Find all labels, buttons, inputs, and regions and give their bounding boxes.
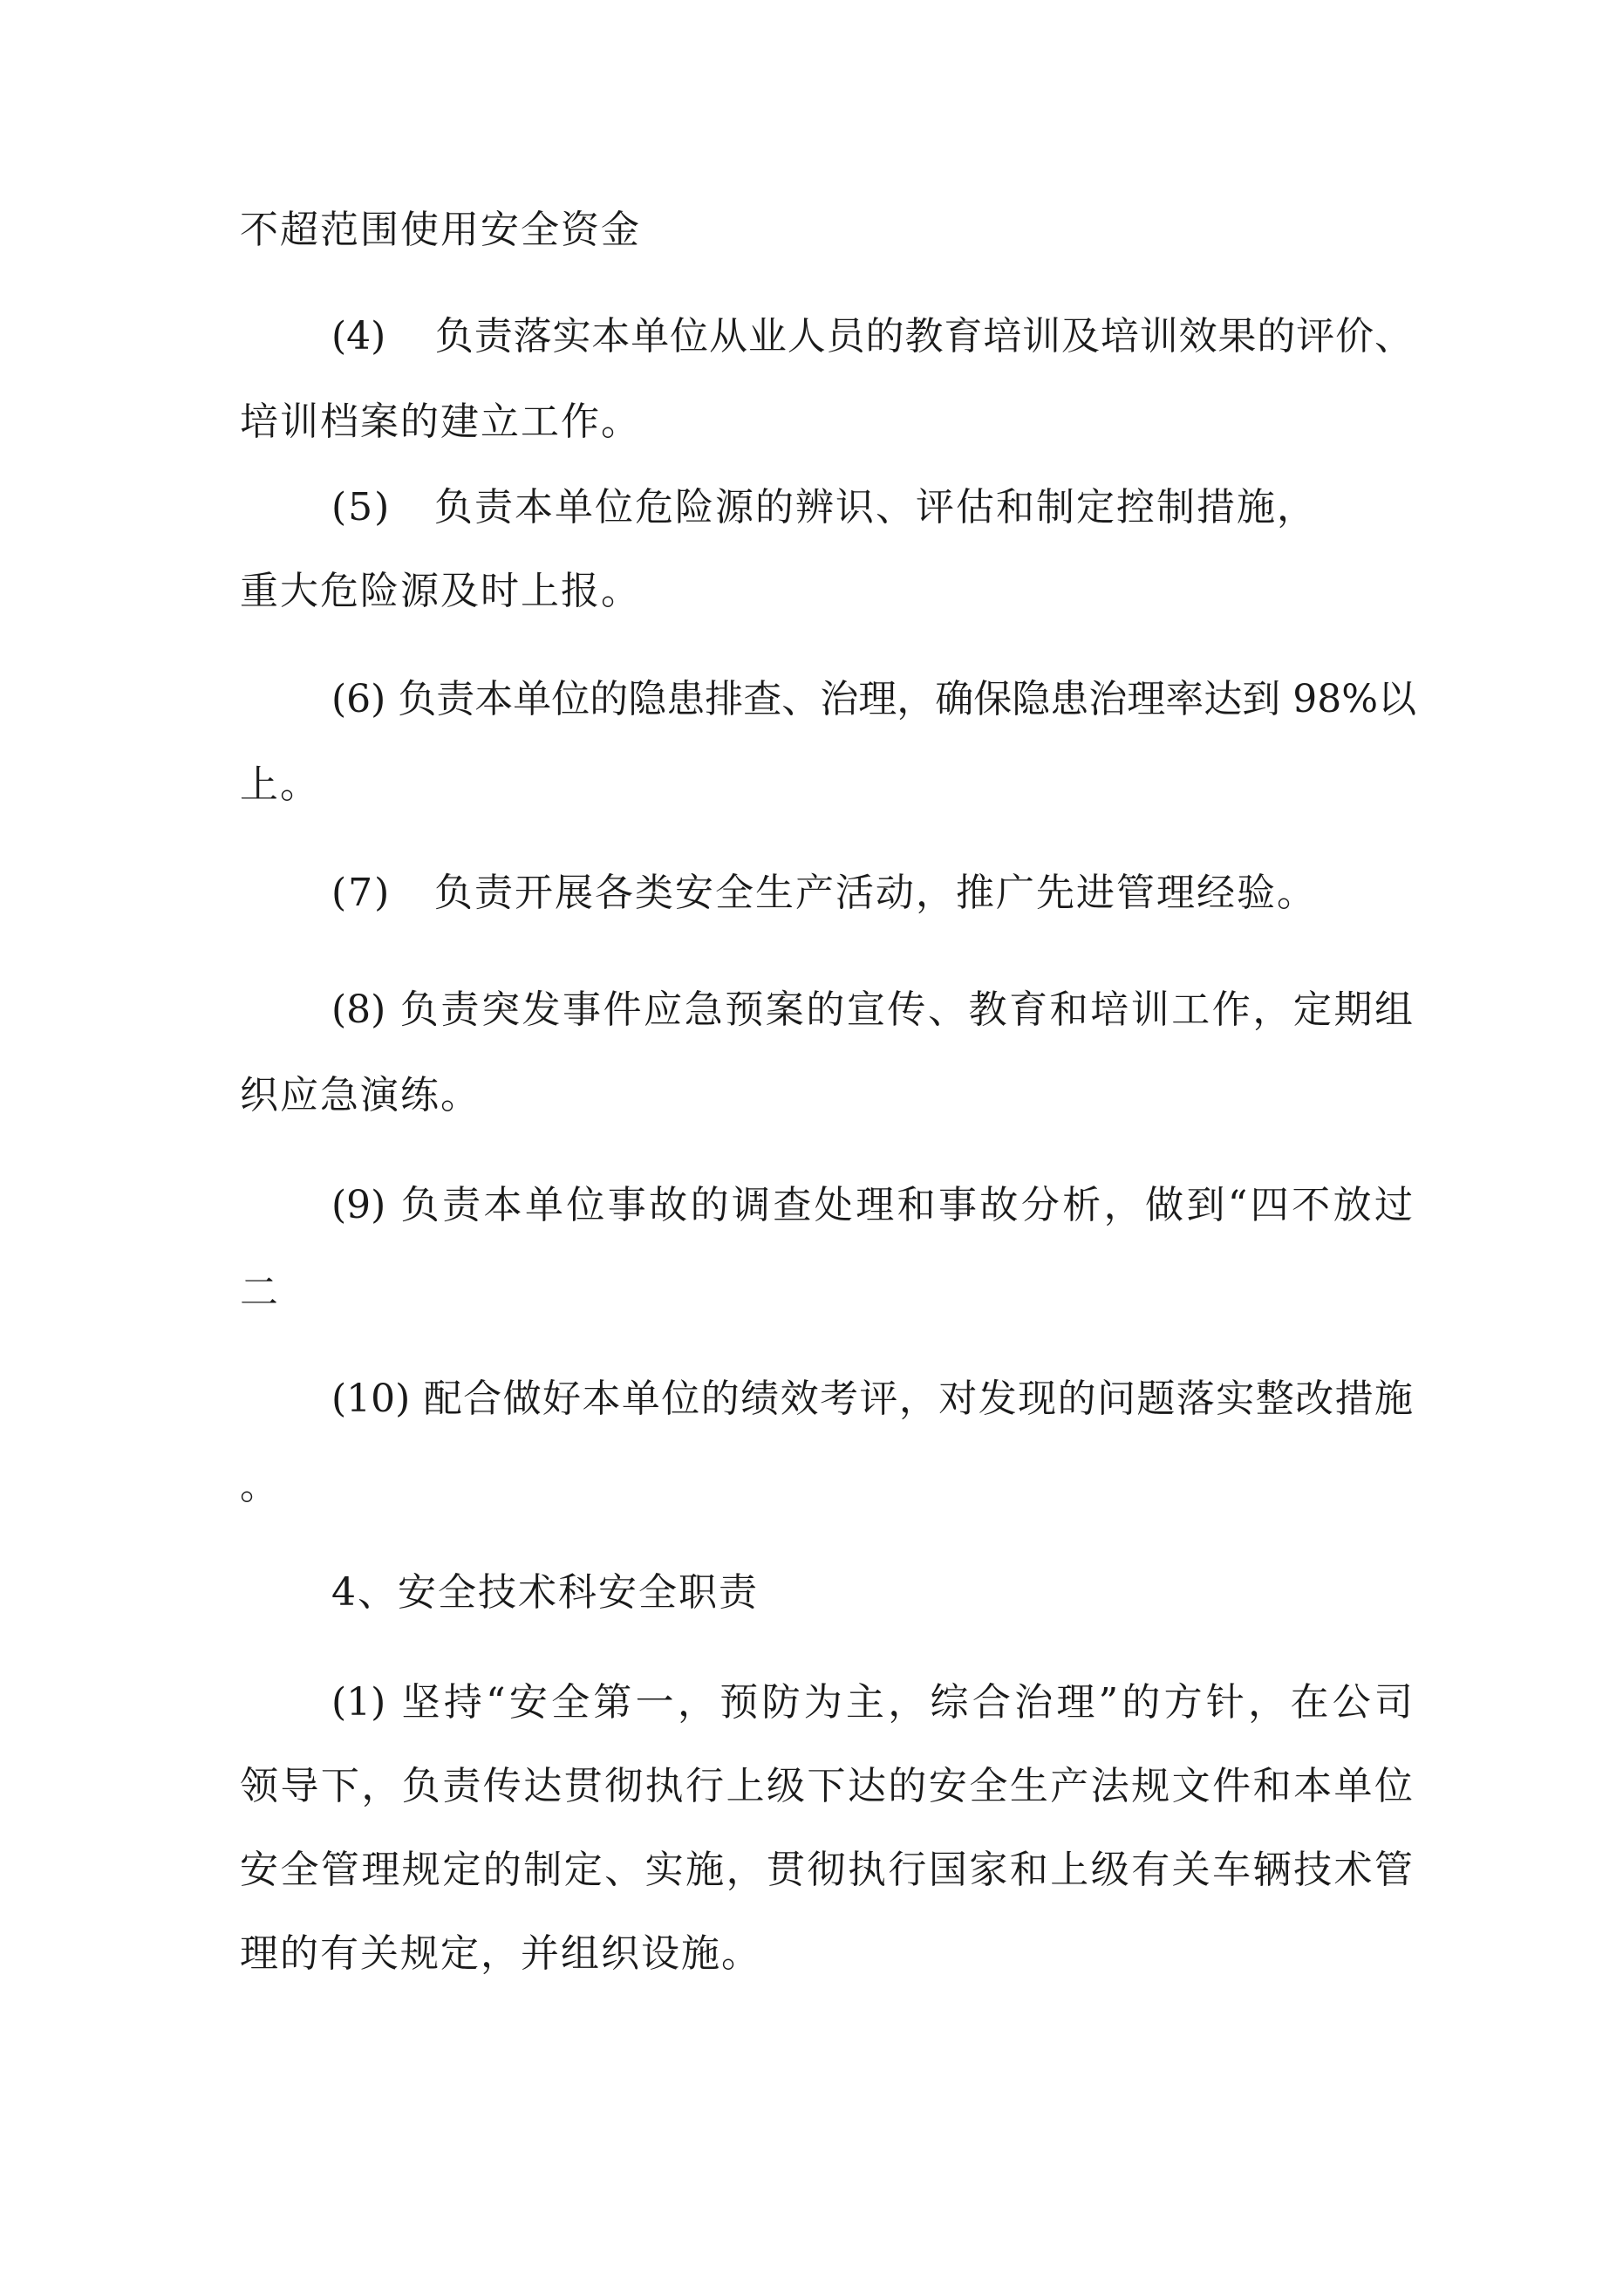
paragraph-line: (6) 负责本单位的隐患排查、治理，确保隐患治理率达到 98%以	[331, 677, 1417, 721]
paragraph-line: (8) 负责突发事件应急预案的宣传、教育和培训工作，定期组	[331, 987, 1413, 1032]
paragraph-line	[331, 312, 1413, 361]
item-number: (4)	[331, 314, 386, 359]
paragraph-line: (1) 坚持“安全第一，预防为主，综合治理”的方针，在公司	[331, 1680, 1413, 1725]
paragraph-line: 理的有关规定，并组织设施。	[240, 1931, 761, 1976]
paragraph-line: 二	[240, 1270, 280, 1315]
paragraph-line: 织应急演练。	[240, 1073, 481, 1117]
paragraph-line: (9) 负责本单位事故的调查处理和事故分析，做到“四不放过	[331, 1183, 1413, 1227]
item-number: (7)	[331, 871, 392, 915]
paragraph-text: 负责落实本单位从业人员的教育培训及培训效果的评价、	[434, 314, 1413, 359]
section-heading: 4、安全技术科安全职责	[331, 1570, 759, 1615]
paragraph-line	[331, 483, 1317, 532]
paragraph-line: 。	[240, 1464, 280, 1508]
paragraph-line	[331, 869, 1317, 918]
paragraph-line: 培训档案的建立工作。	[240, 400, 641, 444]
item-number: (5)	[331, 485, 392, 530]
paragraph-line: 领导下，负责传达贯彻执行上级下达的安全生产法规文件和本单位	[240, 1764, 1413, 1808]
paragraph-line: 重大危险源及时上报。	[240, 569, 641, 613]
paragraph-text: 负责开展各类安全生产活动，推广先进管理经验。	[434, 871, 1317, 915]
paragraph-text: 负责本单位危险源的辨识、评估和制定控制措施，	[434, 485, 1317, 530]
paragraph-line: (10) 配合做好本单位的绩效考评，对发现的问题落实整改措施	[331, 1377, 1413, 1421]
paragraph-line: 不超范围使用安全资金	[240, 208, 641, 252]
paragraph-line: 上。	[240, 762, 320, 807]
paragraph-line: 安全管理规定的制定、实施，贯彻执行国家和上级有关车辆技术管	[240, 1848, 1413, 1892]
